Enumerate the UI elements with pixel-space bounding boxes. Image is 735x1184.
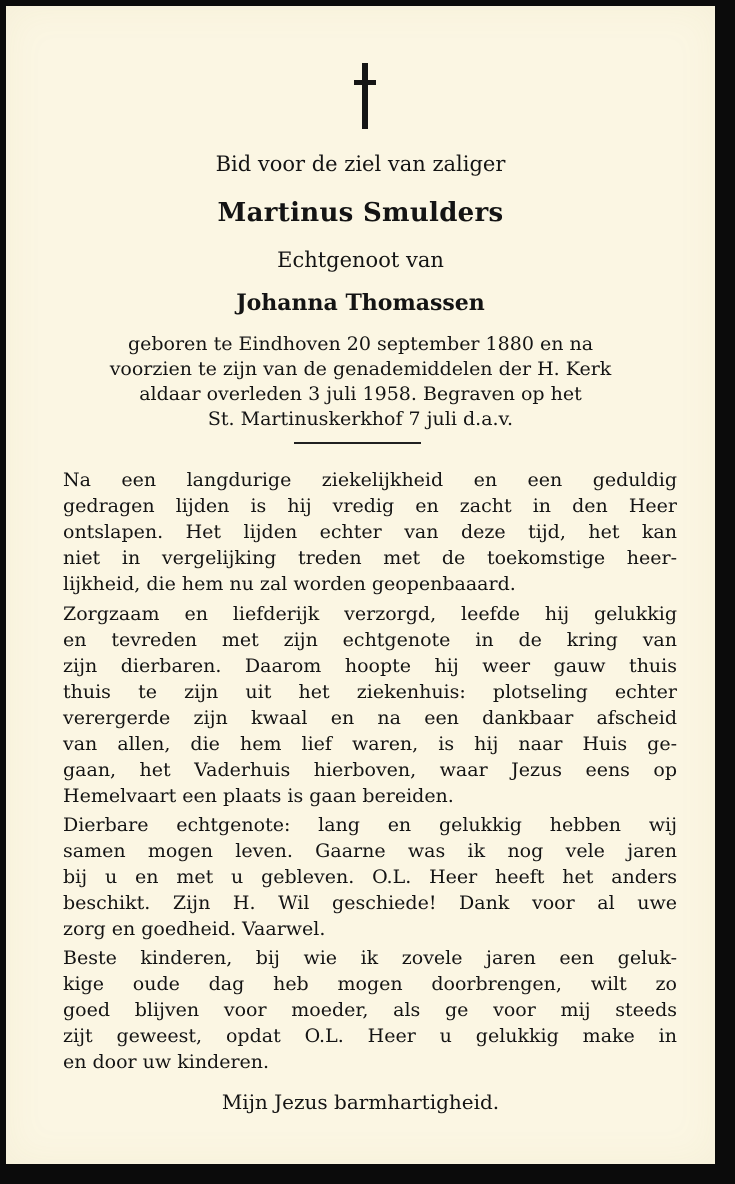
text-line: bij u en met u gebleven. O.L. Heer heeft het anders bbox=[63, 866, 677, 888]
paragraph-children bbox=[63, 945, 677, 1075]
text-line: zijt geweest, opdat O.L. Heer u gelukkig make in bbox=[63, 1025, 677, 1047]
text-line: thuis te zijn uit het ziekenhuis: plotseling echter bbox=[63, 681, 677, 703]
text-line: niet in vergelijking treden met de toekomstige heer- bbox=[63, 547, 677, 569]
text-line: Na een langdurige ziekelijkheid en een geduldig bbox=[63, 469, 677, 491]
text-line: aldaar overleden 3 juli 1958. Begraven op het bbox=[139, 383, 582, 405]
prayer-line: Bid voor de ziel van zaliger bbox=[215, 152, 506, 176]
text-line: geboren te Eindhoven 20 september 1880 en na bbox=[127, 333, 594, 355]
text-line: Dierbare echtgenote: lang en gelukkig hebben wij bbox=[63, 814, 677, 836]
paragraph-passing bbox=[63, 467, 677, 597]
text-line: St. Martinuskerkhof 7 juli d.a.v. bbox=[207, 408, 514, 430]
text-line: gaan, het Vaderhuis hierboven, waar Jezus eens op bbox=[63, 759, 677, 781]
spouse-name: Johanna Thomassen bbox=[236, 290, 485, 316]
closing-prayer: Mijn Jezus barmhartigheid. bbox=[221, 1090, 500, 1114]
text-line: gedragen lijden is hij vredig en zacht in den Heer bbox=[63, 495, 677, 517]
text-line: lijkheid, die hem nu zal worden geopenbaaard. bbox=[63, 573, 516, 595]
birth-death-details bbox=[6, 332, 715, 432]
text-line: Zorgzaam en liefderijk verzorgd, leefde hij gelukkig bbox=[63, 603, 677, 625]
text-line: zijn dierbaren. Daarom hoopte hij weer gauw thuis bbox=[63, 655, 677, 677]
text-line: Hemelvaart een plaats is gaan bereiden. bbox=[63, 785, 454, 807]
latin-cross-icon bbox=[354, 63, 376, 129]
text-line: ontslapen. Het lijden echter van deze tijd, het kan bbox=[63, 521, 677, 543]
divider bbox=[294, 442, 421, 444]
memorial-card bbox=[6, 6, 715, 1164]
text-line: Beste kinderen, bij wie ik zovele jaren een geluk- bbox=[63, 947, 677, 969]
text-line: beschikt. Zijn H. Wil geschiede! Dank voor al uwe bbox=[63, 892, 677, 914]
text-line: voorzien te zijn van de genademiddelen der H. Kerk bbox=[109, 358, 612, 380]
paragraph-life bbox=[63, 601, 677, 809]
text-line: en tevreden met zijn echtgenote in de kring van bbox=[63, 629, 677, 651]
text-line: van allen, die hem lief waren, is hij naar Huis ge- bbox=[63, 733, 677, 755]
paragraph-spouse bbox=[63, 812, 677, 942]
text-line: samen mogen leven. Gaarne was ik nog vele jaren bbox=[63, 840, 677, 862]
text-line: goed blijven voor moeder, als ge voor mij steeds bbox=[63, 999, 677, 1021]
deceased-name: Martinus Smulders bbox=[217, 198, 504, 228]
text-line: zorg en goedheid. Vaarwel. bbox=[63, 918, 326, 940]
text-line: kige oude dag heb mogen doorbrengen, wilt zo bbox=[63, 973, 677, 995]
spouse-label: Echtgenoot van bbox=[277, 248, 444, 272]
text-line: en door uw kinderen. bbox=[63, 1051, 270, 1073]
text-line: verergerde zijn kwaal en na een dankbaar afscheid bbox=[63, 707, 677, 729]
